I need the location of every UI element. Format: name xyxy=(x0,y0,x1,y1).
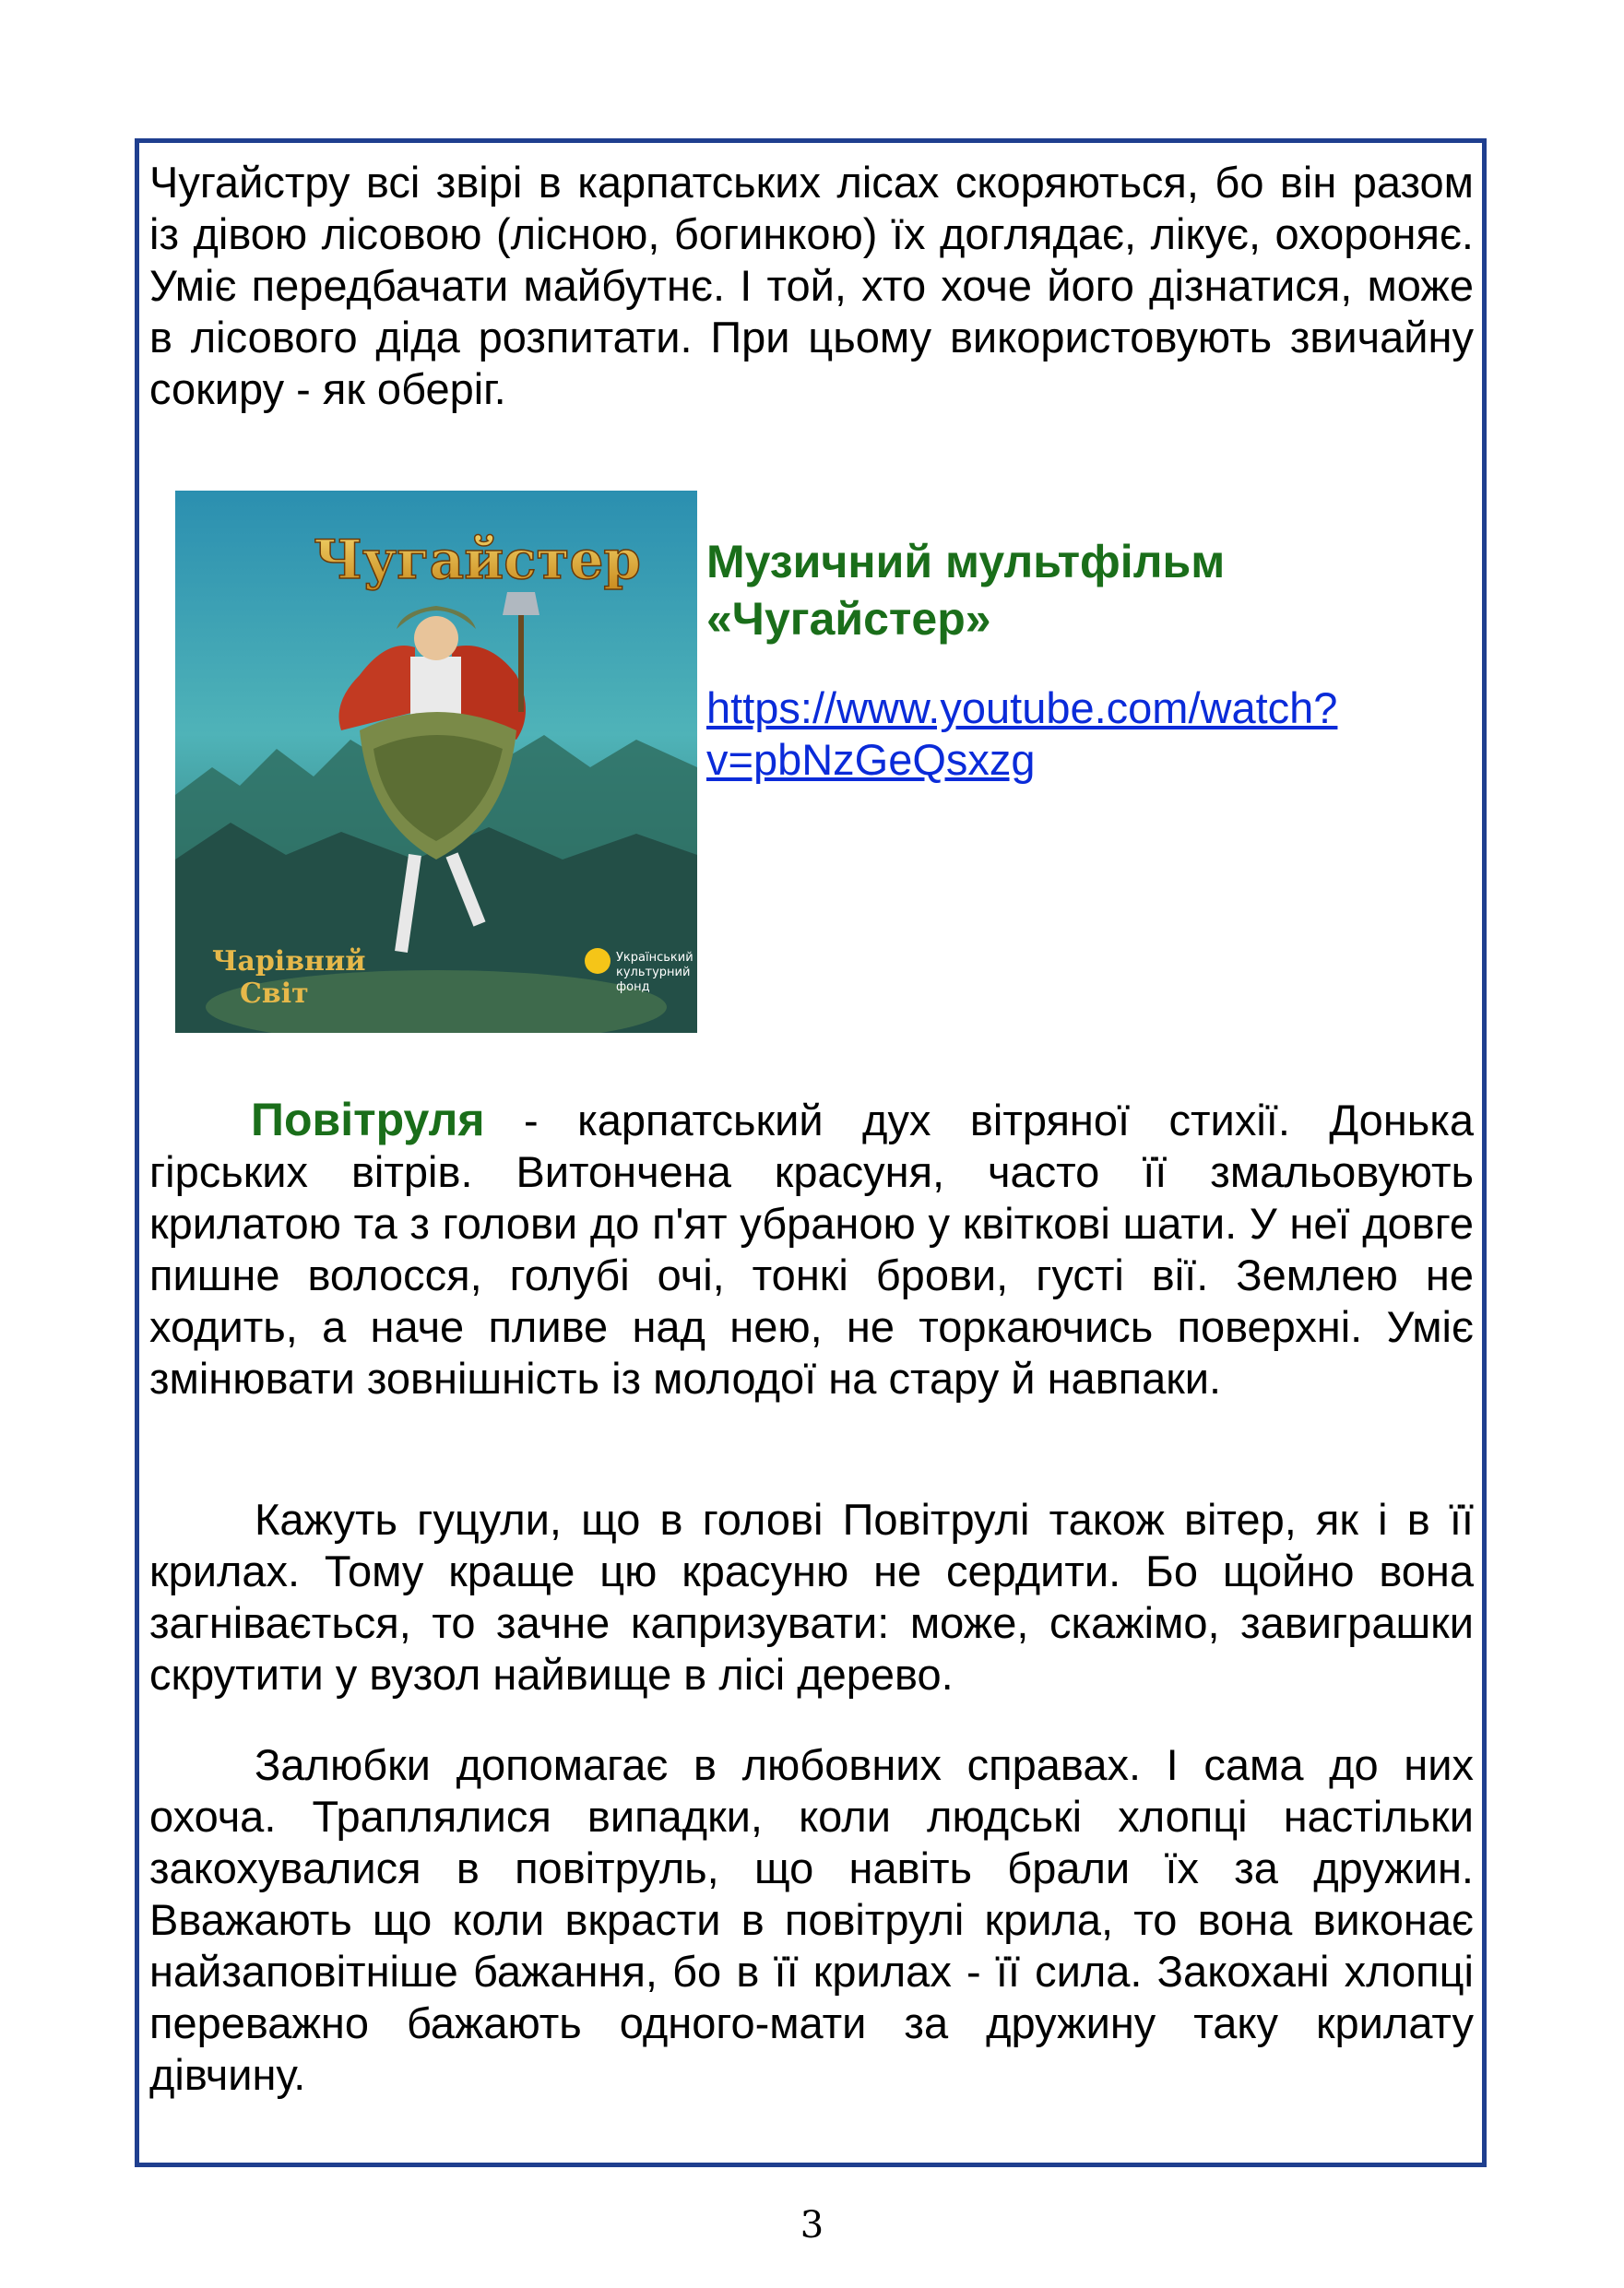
cover-publisher-line2: Світ xyxy=(240,978,309,1010)
paragraph-chuhaister: Чугайстру всі звірі в карпатських лісах скоряються, бо він разом із дівою лісовою (лісною, богинкою) їх доглядає, лікує, охороняє. Уміє передбачати майбутнє. І той, хто хоче його дізнатися, може в лісового діда розпитати. При цьому використовують звичайну сокиру - як оберіг. xyxy=(149,158,1474,413)
film-cover-image xyxy=(175,491,697,1033)
cover-fund-line2: культурний xyxy=(616,966,691,979)
paragraph-povitrulia-text: - карпатський дух вітряної стихії. Донька гірських вітрів. Витончена красуня, часто її змальовують крилатою та з голови до п'ят убраною у квіткові шати. У неї довге пишне волосся, голубі очі, тонкі брови, густі вії. Землею не ходить, а наче пливе над нею, не торкаючись поверхні. Уміє змінювати зовнішність із молодої на стару й навпаки. xyxy=(149,1096,1474,1403)
page-number: 3 xyxy=(800,2204,824,2247)
cover-publisher-line1: Чарівний xyxy=(212,945,366,978)
paragraph-hutsuls: Кажуть гуцули, що в голові Повітрулі також вітер, як і в її крилах. Тому краще цю красуню не сердити. Бо щойно вона загнівається, то зачне капризувати: може, скажімо, завиграшки скрутити у вузол найвище в лісі дерево. xyxy=(149,1495,1474,1699)
film-heading xyxy=(706,533,1463,647)
cover-title: Чугайстер xyxy=(314,528,641,591)
film-heading-line2: «Чугайстер» xyxy=(706,593,991,645)
film-link-line1[interactable]: https://www.youtube.com/watch? xyxy=(706,683,1338,732)
term-povitrulia: Повітруля xyxy=(251,1094,485,1145)
film-heading-line1: Музичний мультфільм xyxy=(706,536,1226,587)
paragraph-povitrulia xyxy=(149,1094,1474,1405)
fund-logo-icon xyxy=(585,948,610,974)
film-link-line2[interactable]: v=pbNzGeQsxzg xyxy=(706,735,1036,784)
film-youtube-link[interactable] xyxy=(706,682,1444,786)
cover-fund-line3: фонд xyxy=(616,980,650,994)
paragraph-love-affairs: Залюбки допомагає в любовних справах. І сама до них охоча. Траплялися випадки, коли людські хлопці настільки закохувалися в повітруль, що навіть брали їх за дружин. Вважають що коли вкрасти в повітрулі крила, то вона виконає найзаповітніше бажання, бо в її крилах - її сила. Закохані хлопці переважно бажають одного-мати за дружину таку крилату дівчину. xyxy=(149,1740,1474,2099)
cover-fund-line1: Український xyxy=(616,951,693,965)
